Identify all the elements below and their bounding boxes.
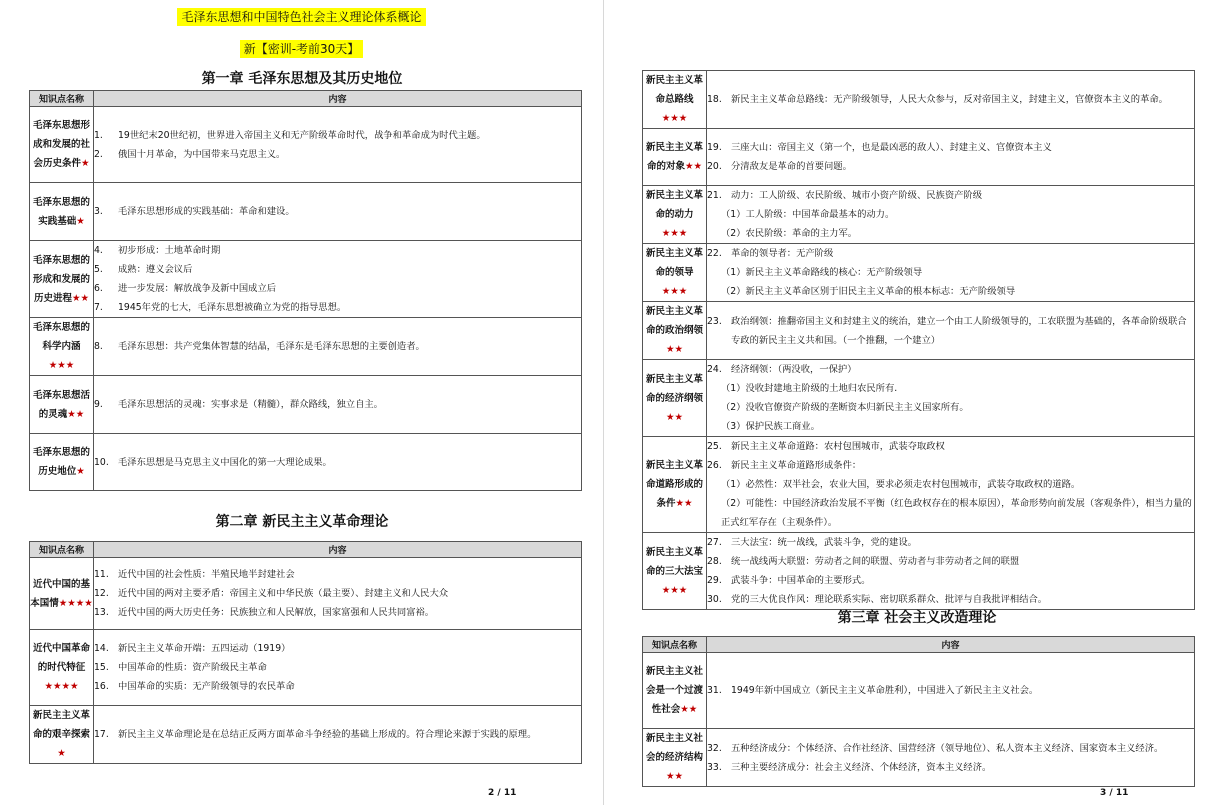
item-text: 新民主主义革命开端：五四运动（1919） (118, 643, 291, 654)
item-text: 五种经济成分：个体经济、合作社经济、国营经济（领导地位）、私人资本主义经济、国家资本主义经济。 (731, 742, 1164, 754)
importance-stars: ★★ (680, 704, 698, 715)
item-number: 12. (94, 588, 109, 599)
chapter-3-table (642, 636, 1195, 787)
table-row (30, 107, 582, 183)
doc-subtitle (0, 38, 603, 58)
content-item (94, 677, 581, 696)
knowledge-point-text: 近代中国的基本国情 (30, 578, 90, 609)
item-number: 7. (94, 302, 103, 313)
knowledge-point-text: 毛泽东思想的实践基础 (32, 196, 90, 227)
item-text: 新民主主义革命总路线：无产阶级领导，人民大众参与，反对帝国主义，封建主义，官僚资本主义的革命。 (731, 94, 1168, 105)
item-number: 30. (707, 594, 722, 605)
item-text: 1945年党的七大，毛泽东思想被确立为党的指导思想。 (118, 302, 347, 313)
content-item (707, 244, 1194, 263)
item-text: （1）没收封建地主阶级的土地归农民所有. (721, 383, 898, 394)
importance-stars: ★★ (675, 498, 693, 509)
content-item (707, 494, 1194, 532)
content-item (94, 337, 581, 356)
importance-stars: ★★ (665, 771, 684, 782)
item-number: 27. (707, 537, 722, 548)
table-row (643, 729, 1195, 787)
content-item (707, 263, 1194, 282)
content-item (94, 395, 581, 414)
item-number: 9. (94, 399, 103, 410)
content-item (707, 475, 1194, 494)
knowledge-point-name (643, 533, 707, 610)
content-item (94, 565, 581, 584)
knowledge-point-text: 毛泽东思想的科学内涵 (32, 322, 90, 352)
item-text: 1949年新中国成立（新民主主义革命胜利），中国进入了新民主主义社会。 (731, 685, 1039, 696)
page-number-left: 2 / 11 (488, 788, 517, 798)
knowledge-point-name (643, 360, 707, 437)
knowledge-point-content (94, 183, 582, 241)
knowledge-point-content (707, 729, 1195, 787)
item-text: （1）新民主主义革命路线的核心：无产阶级领导 (721, 267, 923, 278)
knowledge-point-text: 新民主主义革命的经济纲领 (645, 373, 703, 404)
knowledge-point-content (94, 630, 582, 706)
content-item (94, 279, 581, 298)
page-3 (604, 0, 1205, 805)
knowledge-point-name (643, 244, 707, 302)
item-number: 19. (707, 142, 722, 153)
knowledge-point-content (94, 318, 582, 376)
knowledge-point-text: 毛泽东思想形成和发展的社会历史条件 (32, 120, 90, 169)
content-item (707, 224, 1194, 243)
item-number: 23. (707, 315, 722, 327)
knowledge-point-content (94, 376, 582, 434)
item-text: 毛泽东思想：共产党集体智慧的结晶，毛泽东是毛泽东思想的主要创造者。 (118, 341, 425, 352)
item-text: 进一步发展：解放战争及新中国成立后 (118, 283, 277, 294)
item-number: 20. (707, 161, 722, 172)
content-item (707, 379, 1194, 398)
header-name: 知识点名称 (643, 637, 707, 653)
item-text: 党的三大优良作风：理论联系实际、密切联系群众、批评与自我批评相结合。 (731, 594, 1048, 605)
knowledge-point-text: 新民主主义社会的经济结构 (645, 733, 703, 763)
content-item (707, 312, 1194, 350)
content-item (707, 398, 1194, 417)
item-text: 政治纲领：推翻帝国主义和封建主义的统治，建立一个由工人阶级领导的，工农联盟为基础的，各革命阶级联合专政的新民主主义共和国。（一个推翻，一个建立） (731, 315, 1187, 346)
knowledge-point-name (30, 630, 94, 706)
item-text: 成熟：遵义会议后 (118, 264, 193, 275)
item-text: （2）可能性：中国经济政治发展不平衡（红色政权存在的根本原因），革命形势向前发展（客观条件），相当力量的正式红军存在（主观条件）。 (721, 498, 1192, 528)
importance-stars: ★★ (67, 408, 85, 420)
item-number: 28. (707, 556, 722, 567)
table-row (30, 376, 582, 434)
knowledge-point-name (30, 183, 94, 241)
item-text: 新民主主义革命道路形成条件： (731, 460, 862, 471)
item-number: 6. (94, 283, 103, 294)
item-text: （1）必然性：双半社会，农业大国，要求必须走农村包围城市，武装夺取政权的道路。 (721, 479, 1081, 490)
content-item (94, 145, 581, 164)
importance-stars: ★★★★ (44, 681, 79, 692)
item-text: 毛泽东思想形成的实践基础：革命和建设。 (118, 206, 295, 217)
importance-stars: ★★★ (661, 286, 688, 297)
content-item (707, 205, 1194, 224)
knowledge-point-content (707, 302, 1195, 360)
item-text: 革命的领导者：无产阶级 (731, 248, 834, 259)
content-item (707, 571, 1194, 590)
knowledge-point-content (707, 244, 1195, 302)
knowledge-point-name (643, 729, 707, 787)
knowledge-point-text: 毛泽东思想活的灵魂 (32, 389, 90, 420)
item-text: 三种主要经济成分：社会主义经济、个体经济，资本主义经济。 (731, 761, 992, 773)
content-item (94, 126, 581, 145)
importance-stars: ★★ (665, 411, 684, 423)
item-text: 19世纪末20世纪初，世界进入帝国主义和无产阶级革命时代，战争和革命成为时代主题。 (118, 129, 486, 141)
importance-stars: ★★★★ (58, 597, 93, 609)
chapter-2-table-part1 (29, 541, 582, 764)
importance-stars: ★★★ (661, 584, 688, 596)
knowledge-point-name (643, 186, 707, 244)
content-item (707, 138, 1194, 157)
item-number: 13. (94, 607, 109, 618)
item-text: 统一战线两大联盟：劳动者之间的联盟、劳动者与非劳动者之间的联盟 (731, 556, 1020, 567)
knowledge-point-text: 近代中国革命的时代特征 (32, 643, 90, 673)
item-text: 动力：工人阶级、农民阶级、城市小资产阶级、民族资产阶级 (731, 190, 983, 201)
knowledge-point-name (643, 437, 707, 533)
knowledge-point-text: 新民主主义革命的政治纲领 (645, 306, 703, 336)
importance-stars: ★★ (684, 161, 703, 172)
knowledge-point-name (643, 302, 707, 360)
knowledge-point-name (643, 71, 707, 129)
content-item (94, 725, 581, 744)
knowledge-point-name (30, 318, 94, 376)
content-item (707, 360, 1194, 379)
knowledge-point-content (94, 107, 582, 183)
content-item (707, 590, 1194, 609)
content-item (707, 456, 1194, 475)
item-number: 21. (707, 190, 722, 201)
knowledge-point-content (94, 558, 582, 630)
table-row (30, 183, 582, 241)
table-row (30, 630, 582, 706)
table-row (643, 186, 1195, 244)
knowledge-point-content (94, 706, 582, 764)
header-name: 知识点名称 (30, 91, 94, 107)
table-row (643, 129, 1195, 186)
table-row (30, 558, 582, 630)
item-number: 8. (94, 341, 103, 352)
knowledge-point-text: 新民主主义革命的对象 (645, 142, 703, 172)
item-text: 中国革命的实质：无产阶级领导的农民革命 (118, 681, 295, 692)
item-text: （1）工人阶级：中国革命最基本的动力。 (721, 209, 895, 220)
content-item (707, 186, 1194, 205)
item-text: 武装斗争：中国革命的主要形式。 (731, 575, 871, 586)
doc-title (0, 6, 603, 26)
knowledge-point-name (30, 376, 94, 434)
importance-stars: ★ (76, 215, 85, 227)
knowledge-point-text: 新民主主义社会是一个过渡性社会 (645, 666, 703, 715)
item-number: 31. (707, 685, 722, 696)
content-item (707, 533, 1194, 552)
item-number: 10. (94, 456, 109, 468)
table-row (30, 706, 582, 764)
content-item (707, 417, 1194, 436)
knowledge-point-content (707, 129, 1195, 186)
content-item (94, 603, 581, 622)
content-item (94, 202, 581, 221)
knowledge-point-text: 新民主主义革命的领导 (645, 248, 703, 278)
table-header-row (30, 542, 582, 558)
item-text: （3）保护民族工商业。 (721, 421, 820, 432)
content-item (94, 639, 581, 658)
knowledge-point-content (707, 186, 1195, 244)
knowledge-point-text: 毛泽东思想的历史地位 (32, 447, 90, 477)
content-item (94, 658, 581, 677)
item-text: 初步形成：土地革命时期 (118, 245, 221, 256)
knowledge-point-content (94, 241, 582, 318)
importance-stars: ★★★ (661, 228, 688, 239)
knowledge-point-name (30, 558, 94, 630)
importance-stars: ★★ (665, 344, 684, 355)
content-item (707, 739, 1194, 758)
chapter-3-title: 第三章 社会主义改造理论 (837, 610, 997, 626)
table-header-row (30, 91, 582, 107)
importance-stars: ★ (76, 466, 85, 477)
item-number: 2. (94, 148, 103, 160)
table-row (643, 360, 1195, 437)
header-content: 内容 (94, 91, 582, 107)
item-number: 14. (94, 643, 109, 654)
item-text: 三座大山：帝国主义（第一个，也是最凶恶的敌人）、封建主义、官僚资本主义 (731, 142, 1052, 153)
item-text: 毛泽东思想是马克思主义中国化的第一大理论成果。 (118, 456, 332, 468)
item-number: 25. (707, 441, 722, 452)
knowledge-point-name (643, 653, 707, 729)
table-row (643, 533, 1195, 610)
knowledge-point-content (707, 360, 1195, 437)
table-row (643, 302, 1195, 360)
item-number: 26. (707, 460, 722, 471)
item-text: 近代中国的两对主要矛盾：帝国主义和中华民族（最主要）、封建主义和人民大众 (118, 588, 449, 599)
importance-stars: ★ (80, 158, 90, 169)
knowledge-point-content (707, 533, 1195, 610)
content-item (94, 241, 581, 260)
item-text: 三大法宝：统一战线，武装斗争，党的建设。 (731, 537, 917, 548)
item-number: 29. (707, 575, 722, 586)
item-number: 15. (94, 662, 109, 673)
chapter-1-title: 第一章 毛泽东思想及其历史地位 (201, 71, 403, 87)
item-number: 33. (707, 761, 722, 773)
importance-stars: ★★ (71, 292, 90, 304)
item-text: 近代中国的社会性质：半殖民地半封建社会 (118, 569, 295, 580)
item-number: 18. (707, 94, 722, 105)
knowledge-point-name (30, 107, 94, 183)
item-text: 新民主主义革命道路：农村包围城市，武装夺取政权 (731, 441, 945, 452)
knowledge-point-text: 新民主主义革命的艰辛探索 (32, 710, 90, 740)
knowledge-point-text: 新民主主义革命道路形成的条件 (645, 460, 703, 509)
content-item (707, 282, 1194, 301)
importance-stars: ★★★ (48, 360, 75, 371)
content-item (94, 453, 581, 472)
item-number: 11. (94, 569, 109, 580)
knowledge-point-content (94, 434, 582, 491)
table-row (30, 241, 582, 318)
knowledge-point-content (707, 653, 1195, 729)
content-item (707, 437, 1194, 456)
doc-subtitle-text: 新【密训-考前30天】 (240, 40, 364, 58)
item-text: 毛泽东思想活的灵魂：实事求是（精髓），群众路线，独立自主。 (118, 399, 383, 410)
item-text: 分清敌友是革命的首要问题。 (731, 161, 852, 172)
knowledge-point-text: 新民主主义革命的动力 (645, 190, 703, 220)
item-number: 5. (94, 264, 103, 275)
item-text: 中国革命的性质：资产阶级民主革命 (118, 662, 267, 673)
knowledge-point-content (707, 71, 1195, 129)
item-text: （2）新民主主义革命区别于旧民主主义革命的根本标志：无产阶级领导 (721, 286, 1016, 297)
knowledge-point-text: 新民主主义革命总路线 (645, 75, 703, 105)
item-number: 24. (707, 364, 722, 375)
content-item (94, 584, 581, 603)
chapter-2-title: 第二章 新民主主义革命理论 (215, 514, 389, 530)
table-row (643, 244, 1195, 302)
content-item (94, 298, 581, 317)
content-item (707, 552, 1194, 571)
doc-title-text: 毛泽东思想和中国特色社会主义理论体系概论 (177, 8, 425, 26)
item-text: （2）农民阶级：革命的主力军。 (721, 228, 858, 239)
header-name: 知识点名称 (30, 542, 94, 558)
table-row (30, 318, 582, 376)
table-row (643, 71, 1195, 129)
importance-stars: ★★★ (661, 113, 688, 124)
knowledge-point-name (30, 241, 94, 318)
table-row (643, 437, 1195, 533)
content-item (707, 157, 1194, 176)
item-text: 经济纲领：（两没收，一保护） (731, 364, 857, 375)
table-row (643, 653, 1195, 729)
importance-stars: ★ (57, 748, 66, 759)
content-item (94, 260, 581, 279)
header-content: 内容 (707, 637, 1195, 653)
table-header-row (643, 637, 1195, 653)
item-number: 3. (94, 206, 103, 217)
knowledge-point-text: 新民主主义革命的三大法宝 (645, 546, 703, 577)
item-number: 16. (94, 681, 109, 692)
item-text: 近代中国的两大历史任务：民族独立和人民解放，国家富强和人民共同富裕。 (118, 607, 435, 618)
knowledge-point-name (30, 434, 94, 491)
item-number: 22. (707, 248, 722, 259)
chapter-2-table-part2 (642, 70, 1195, 610)
content-item (707, 90, 1194, 109)
knowledge-point-text: 毛泽东思想的形成和发展的历史进程 (32, 254, 90, 304)
item-number: 4. (94, 245, 103, 256)
header-content: 内容 (94, 542, 582, 558)
content-item (707, 681, 1194, 700)
knowledge-point-content (707, 437, 1195, 533)
item-text: （2）没收官僚资产阶级的垄断资本归新民主主义国家所有。 (721, 402, 969, 413)
knowledge-point-name (643, 129, 707, 186)
knowledge-point-name (30, 706, 94, 764)
item-number: 32. (707, 742, 722, 754)
item-number: 17. (94, 729, 109, 740)
chapter-1-table (29, 90, 582, 491)
content-item (707, 758, 1194, 777)
item-text: 俄国十月革命，为中国带来马克思主义。 (118, 148, 286, 160)
page-number-right: 3 / 11 (1100, 788, 1129, 798)
item-text: 新民主主义革命理论是在总结正反两方面革命斗争经验的基础上形成的。符合理论来源于实践的原理。 (118, 729, 537, 740)
item-number: 1. (94, 129, 103, 141)
table-row (30, 434, 582, 491)
